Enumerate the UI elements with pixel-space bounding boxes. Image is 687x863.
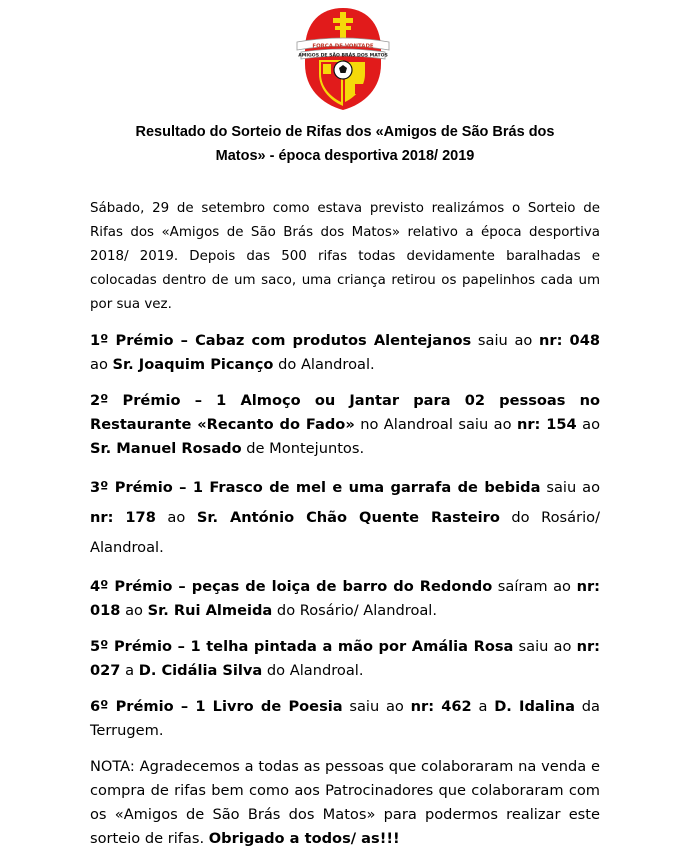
club-crest-logo [295, 4, 391, 112]
prize-item: 1 Frasco de mel e uma garrafa de bebida [192, 479, 541, 496]
prize-number: nr: 018 [90, 578, 600, 619]
prize-text: saiu ao [471, 332, 539, 349]
prize-text: ao [120, 602, 148, 619]
prize-text: ao [90, 356, 113, 373]
prize-place: do Rosário/ Alandroal. [90, 509, 600, 556]
prize-label: 3º Prémio – [90, 479, 193, 496]
prize-winner: Sr. Manuel Rosado [90, 440, 242, 457]
prize-place: do Rosário/ Alandroal. [272, 602, 438, 619]
prize-text: saíram ao [492, 578, 577, 595]
note-thanks: Obrigado a todos/ as!!! [208, 830, 400, 847]
prize-4 [90, 575, 600, 623]
prize-1 [90, 329, 600, 377]
prize-3 [90, 473, 600, 563]
crest-banner-bottom: AMIGOS DE SÃO BRÁS DOS MATOS [298, 53, 388, 59]
prize-item: 1 Livro de Poesia [195, 698, 343, 715]
title-line-2: Matos» - época desportiva 2018/ 2019 [215, 148, 475, 164]
prize-number: nr: 178 [90, 509, 156, 526]
prize-label: 4º Prémio – [90, 578, 192, 595]
prize-text: no Alandroal saiu ao [354, 416, 517, 433]
prize-label: 6º Prémio – [90, 698, 196, 715]
prize-winner: D. Idalina [494, 698, 576, 715]
prize-label: 1º Prémio – [90, 332, 196, 349]
prize-winner: Sr. António Chão Quente Rasteiro [196, 509, 500, 526]
prize-6 [90, 695, 600, 743]
prize-5 [90, 635, 600, 683]
prize-item: peças de loiça de barro do Redondo [191, 578, 493, 595]
prize-number: nr: 154 [516, 416, 577, 433]
note-paragraph [90, 755, 600, 851]
prize-winner: D. Cidália Silva [138, 662, 263, 679]
prize-text: ao [576, 416, 601, 433]
prize-place: da Terrugem. [90, 698, 600, 739]
note-text: NOTA: Agradecemos a todas as pessoas que colaboraram na venda e compra de rifas bem como aos Patrocinadores que colaboraram com os «Amigos de São Brás dos Matos» para podermos realizar este sorteio de rifas. [90, 758, 600, 847]
prize-text: saiu ao [513, 638, 577, 655]
prize-winner: Sr. Joaquim Picanço [112, 356, 274, 373]
prize-label: 2º Prémio – [90, 392, 217, 409]
prize-winner: Sr. Rui Almeida [147, 602, 273, 619]
prize-text: saiu ao [540, 479, 601, 496]
document-title [90, 120, 600, 168]
prize-number: nr: 462 [410, 698, 472, 715]
prize-text: a [120, 662, 139, 679]
prize-item: 1 telha pintada a mão por Amália Rosa [190, 638, 514, 655]
prize-text: ao [155, 509, 197, 526]
prize-number: nr: 048 [539, 332, 601, 349]
prize-text: saiu ao [342, 698, 411, 715]
prize-2 [90, 389, 600, 461]
prize-text: a [471, 698, 495, 715]
intro-paragraph: Sábado, 29 de setembro como estava previsto realizámos o Sorteio de Rifas dos «Amigos de São Brás dos Matos» relativo a época desportiva 2018/ 2019. Depois das 500 rifas todas devidamente baralhadas e colocadas dentro de um saco, uma criança retirou os papelinhos cada um por sua vez. [90, 201, 600, 312]
prize-place: do Alandroal. [273, 356, 375, 373]
crest-banner-top: FORÇA DE VONTADE [312, 43, 374, 50]
prize-label: 5º Prémio – [90, 638, 191, 655]
prize-item: Cabaz com produtos Alentejanos [195, 332, 472, 349]
prize-number: nr: 027 [90, 638, 601, 679]
prize-place: do Alandroal. [262, 662, 364, 679]
title-line-1: Resultado do Sorteio de Rifas dos «Amigos de São Brás dos [135, 124, 555, 140]
prize-item: 1 Almoço ou Jantar para 02 pessoas no Restaurante «Recanto do Fado» [90, 392, 600, 433]
prize-place: de Montejuntos. [241, 440, 365, 457]
document-body [90, 197, 600, 863]
